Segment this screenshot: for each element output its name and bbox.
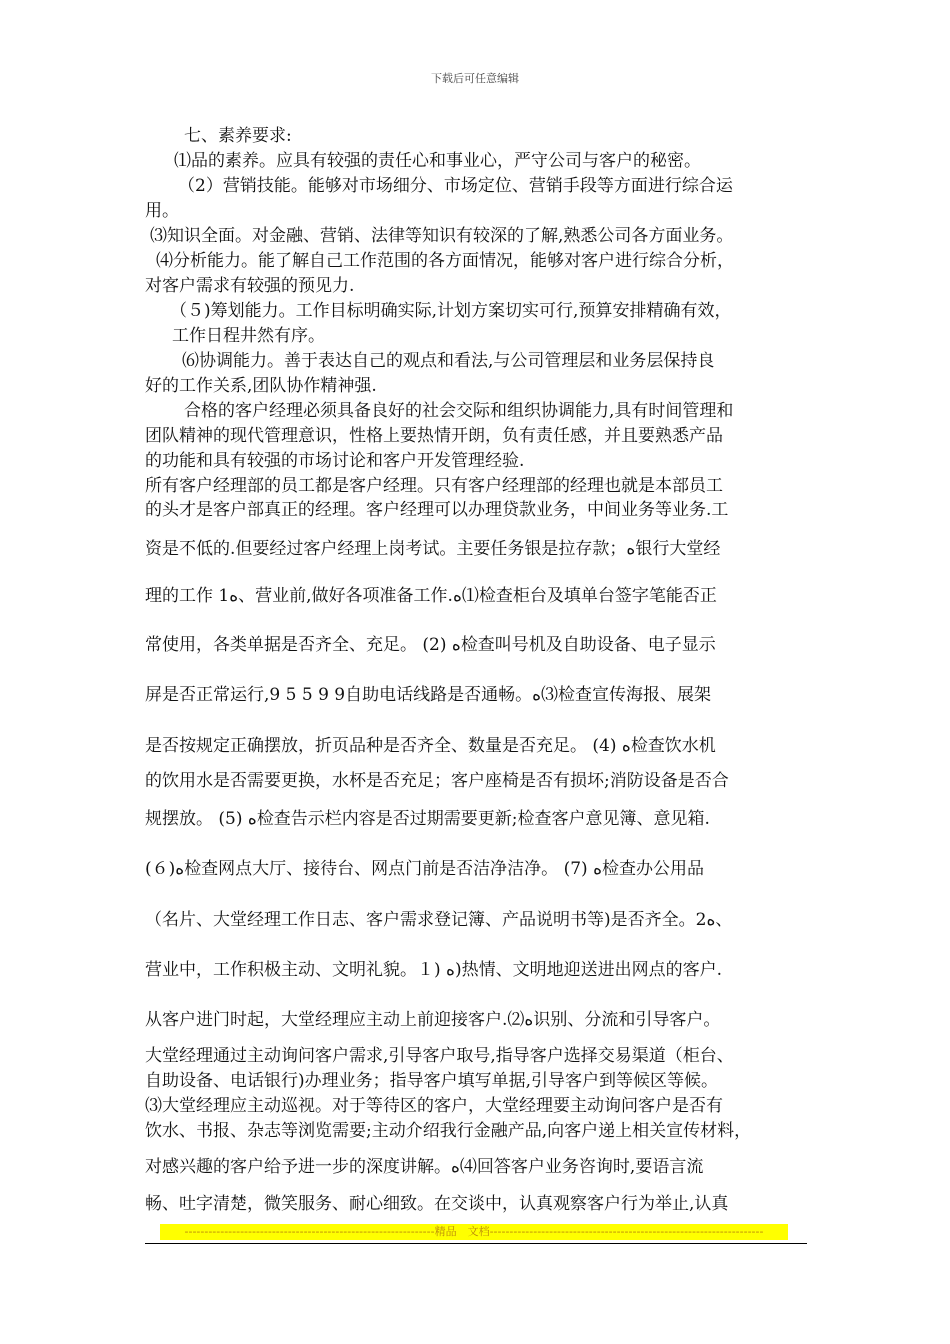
body-line: 是否按规定正确摆放，折页品种是否齐全、数量是否充足。 (4) ه检查饮水机: [145, 736, 716, 756]
body-line: ⑷分析能力。能了解自己工作范围的各方面情况，能够对客户进行综合分析，: [156, 251, 734, 271]
body-line: 饮水、书报、杂志等浏览需要;主动介绍我行金融产品,向客户递上相关宣传材料，: [145, 1121, 752, 1141]
body-line: （５)筹划能力。工作目标明确实际,计划方案切实可行,预算安排精确有效，: [170, 301, 732, 321]
body-line: 资是不低的.但要经过客户经理上岗考试。主要任务银是拉存款；ه银行大堂经: [145, 539, 721, 559]
body-line: 用。: [145, 201, 179, 221]
body-line: 七、素养要求:: [184, 126, 292, 146]
body-line: 团队精神的现代管理意识，性格上要热情开朗，负有责任感，并且要熟悉产品: [145, 426, 723, 446]
body-line: ⑹协调能力。善于表达自己的观点和看法,与公司管理层和业务层保持良: [182, 351, 715, 371]
body-line: 自助设备、电话银行)办理业务；指导客户填写单据,引导客户到等候区等候。: [145, 1071, 719, 1091]
body-line: （名片、大堂经理工作日志、客户需求登记簿、产品说明书等)是否齐全。2ه、: [145, 910, 733, 930]
body-line: 营业中，工作积极主动、文明礼貌。１) ه)热情、文明地迎送进出网点的客户.: [145, 960, 723, 980]
body-line: 的饮用水是否需要更换，水杯是否充足；客户座椅是否有损坏;消防设备是否合: [145, 771, 729, 791]
body-line: 工作日程井然有序。: [172, 326, 325, 346]
body-line: 规摆放。 (5) ه检查告示栏内容是否过期需要更新;检查客户意见簿、意见箱.: [145, 809, 710, 829]
body-line: 对客户需求有较强的预见力.: [145, 276, 355, 296]
body-line: ⑶大堂经理应主动巡视。对于等待区的客户，大堂经理要主动询问客户是否有: [145, 1096, 723, 1116]
body-line: 合格的客户经理必须具备良好的社会交际和组织协调能力,具有时间管理和: [184, 401, 734, 421]
body-line: 大堂经理通过主动询问客户需求,引导客户取号,指导客户选择交易渠道（柜台、: [145, 1046, 734, 1066]
body-line: （2）营销技能。能够对市场细分、市场定位、营销手段等方面进行综合运: [178, 176, 733, 196]
body-line: 对感兴趣的客户给予进一步的深度讲解。ه⑷回答客户业务咨询时,要语言流: [145, 1157, 704, 1177]
body-line: 畅、吐字清楚，微笑服务、耐心细致。在交谈中，认真观察客户行为举止,认真: [145, 1194, 729, 1214]
body-line: ⑴品的素养。应具有较强的责任心和事业心，严守公司与客户的秘密。: [174, 151, 701, 171]
body-line: 好的工作关系,团队协作精神强.: [145, 376, 377, 396]
body-line: 理的工作 1ه、营业前,做好各项准备工作.ه⑴检查柜台及填单台签字笔能否正: [145, 586, 717, 606]
body-line: (６)ه检查网点大厅、接待台、网点门前是否洁净洁净。 (7) ه检查办公用品: [145, 859, 704, 879]
body-line: 的头才是客户部真正的经理。客户经理可以办理贷款业务，中间业务等业务.工: [145, 500, 729, 520]
page-header: 下载后可任意编辑: [431, 72, 519, 85]
body-line: 从客户进门时起，大堂经理应主动上前迎接客户.⑵ه识别、分流和引导客户。: [145, 1010, 721, 1030]
body-line: 屏是否正常运行,9 5 5 9 9自助电话线路是否通畅。ه⑶检查宣传海报、展架: [145, 685, 712, 705]
body-line: 的功能和具有较强的市场讨论和客户开发管理经验.: [145, 451, 525, 471]
body-line: ⑶知识全面。对金融、营销、法律等知识有较深的了解,熟悉公司各方面业务。: [150, 226, 734, 246]
body-line: 所有客户经理部的员工都是客户经理。只有客户经理部的经理也就是本部员工: [145, 476, 723, 496]
footer-banner: ---------------------------------------------------------------精品 文档---------------------------------------------------------------------: [160, 1224, 788, 1240]
footer-divider: [145, 1243, 807, 1244]
body-line: 常使用，各类单据是否齐全、充足。 (2) ه检查叫号机及自助设备、电子显示: [145, 635, 716, 655]
